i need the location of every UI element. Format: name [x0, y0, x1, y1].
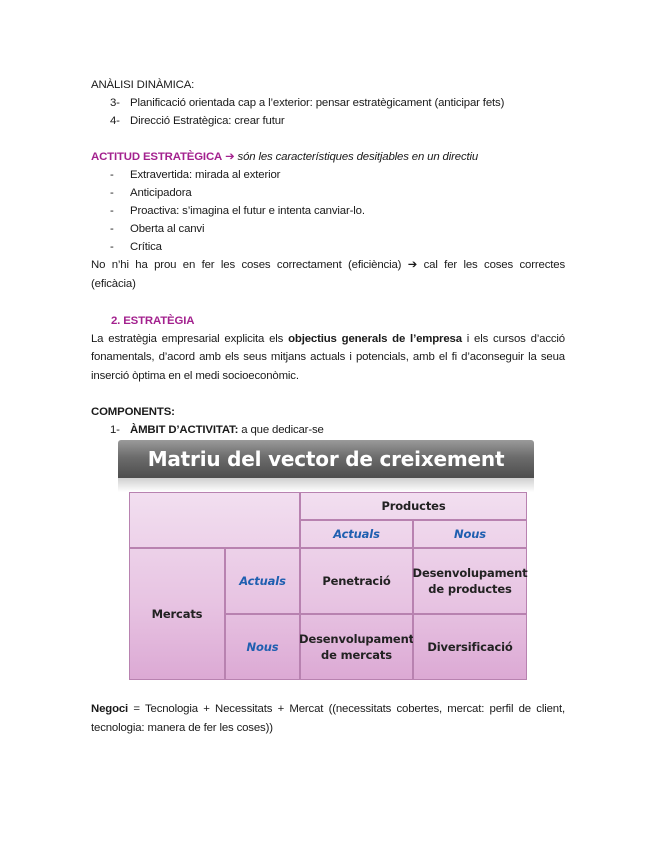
estrategia-paragraph-line: fonamentals, d’acord amb els seus mitjans actuals i potencials, amb el fi d’aconseguir la seua	[91, 351, 565, 363]
section-title: 2. ESTRATÈGIA	[111, 314, 195, 327]
negoci-line-end: tecnologia: manera de fer les coses))	[91, 721, 273, 734]
list-item	[91, 112, 565, 130]
list-item: - Oberta al canvi	[91, 220, 565, 238]
ansoff-grid	[129, 492, 527, 680]
item-text: Oberta al canvi	[130, 223, 205, 235]
desenvolupament-productes-cell	[413, 548, 527, 614]
item-number: 4-	[110, 115, 120, 127]
negoci-line	[91, 700, 565, 719]
item-text: Crítica	[130, 241, 162, 253]
estrategia-paragraph-end: inserció òptima en el medi socioeconòmic.	[91, 369, 299, 382]
cell-line: de productes	[428, 582, 512, 596]
item-text: Extravertida: mirada al exterior	[130, 169, 281, 181]
list-item: - Crítica	[91, 238, 565, 256]
productes-nous: Nous	[413, 520, 527, 548]
item-text: Direcció Estratègica: crear futur	[130, 115, 285, 127]
list-item	[91, 94, 565, 112]
item-number: 3-	[110, 97, 120, 109]
desenvolupament-mercats-cell	[300, 614, 413, 680]
actitud-label: ACTITUD ESTRATÈGICA	[91, 151, 223, 163]
paragraph-bold: objectius generals de l’empresa	[288, 332, 462, 345]
cell-line: Desenvolupament	[412, 566, 528, 580]
item-text: Planificació orientada cap a l’exterior: pensar estratègicament (anticipar fets)	[130, 97, 505, 109]
list-item: - Proactiva: s’imagina el futur e intenta canviar-lo.	[91, 202, 565, 220]
paragraph-text: i els cursos d’acció	[461, 332, 565, 345]
negoci-text: = Tecnologia + Necessitats + Mercat ((necessitats cobertes, mercat: perfil de client,	[128, 703, 565, 715]
ansoff-matrix-image	[118, 440, 534, 682]
negoci-paragraph	[91, 700, 565, 737]
ansoff-title-text: Matriu del vector de creixement	[147, 447, 505, 471]
cell-line: de mercats	[321, 648, 392, 662]
list-item: - Anticipadora	[91, 184, 565, 202]
item-text: a que dedicar-se	[238, 423, 324, 436]
components-heading: COMPONENTS:	[91, 405, 175, 418]
analisi-heading: ANÀLISI DINÀMICA:	[91, 79, 195, 91]
list-item	[91, 421, 565, 439]
actitud-note-end: (eficàcia)	[91, 277, 136, 290]
negoci-bold: Negoci	[91, 703, 129, 715]
empty-corner-cell	[129, 492, 300, 548]
document-page	[91, 76, 565, 439]
banner-shadow	[118, 478, 534, 492]
productes-actuals: Actuals	[300, 520, 413, 548]
list-item: - Extravertida: mirada al exterior	[91, 166, 565, 184]
estrategia-paragraph	[91, 330, 565, 349]
paragraph-text: La estratègia empresarial explicita els	[91, 332, 289, 345]
arrow-icon: ➔	[225, 151, 235, 163]
item-bold: ÀMBIT D’ACTIVITAT:	[130, 423, 239, 436]
cell-line: Desenvolupament	[299, 632, 414, 646]
mercats-header: Mercats	[129, 548, 225, 680]
diversificacio-cell: Diversificació	[413, 614, 527, 680]
mercats-actuals: Actuals	[225, 548, 300, 614]
actitud-description: són les característiques desitjables en un directiu	[237, 151, 479, 163]
productes-header: Productes	[300, 492, 527, 520]
item-text: Anticipadora	[130, 187, 192, 199]
item-number: 1-	[110, 423, 120, 436]
ansoff-title	[118, 440, 534, 478]
item-text: Proactiva: s’imagina el futur e intenta canviar-lo.	[130, 205, 365, 217]
mercats-nous: Nous	[225, 614, 300, 680]
actitud-heading	[91, 148, 565, 166]
penetracio-cell: Penetració	[300, 548, 413, 614]
actitud-note: No n’hi ha prou en fer les coses correctament (eficiència) ➔ cal fer les coses correctes	[91, 259, 565, 271]
